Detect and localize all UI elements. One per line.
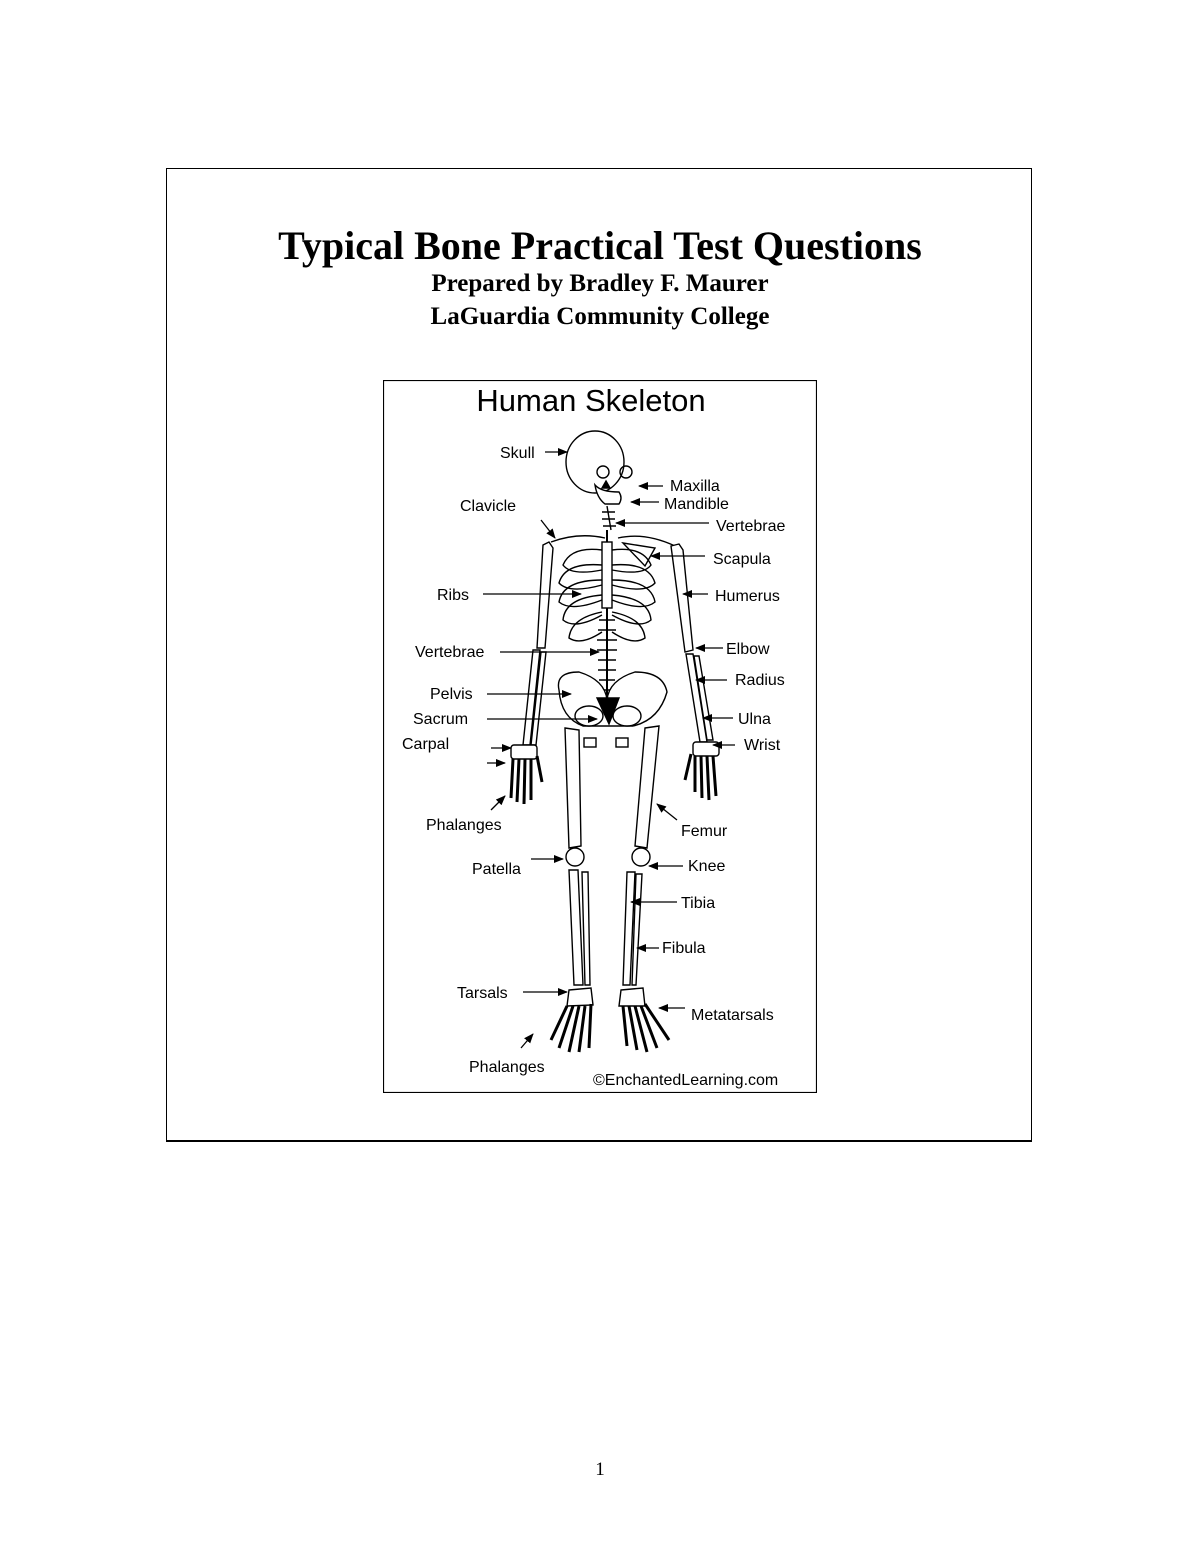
label-sacrum: Sacrum bbox=[413, 711, 469, 728]
label-tarsals: Tarsals bbox=[457, 985, 508, 1002]
page-number: 1 bbox=[595, 1459, 605, 1480]
institution-line: LaGuardia Community College bbox=[430, 303, 770, 330]
label-carpal: Carpal bbox=[402, 736, 450, 753]
label-femur: Femur bbox=[681, 823, 728, 840]
label-knee: Knee bbox=[688, 858, 726, 875]
label-vertebrae-upper: Vertebrae bbox=[716, 518, 786, 535]
label-fibula: Fibula bbox=[662, 940, 706, 957]
label-metatarsals: Metatarsals bbox=[691, 1007, 774, 1024]
document-title: Typical Bone Practical Test Questions bbox=[278, 223, 922, 268]
label-vertebrae-lower: Vertebrae bbox=[415, 644, 485, 661]
label-ribs: Ribs bbox=[437, 587, 470, 604]
figure-title: Human Skeleton bbox=[476, 383, 706, 418]
label-tibia: Tibia bbox=[681, 895, 716, 912]
label-pelvis: Pelvis bbox=[430, 686, 473, 703]
label-ulna: Ulna bbox=[738, 711, 771, 728]
label-humerus: Humerus bbox=[715, 588, 780, 605]
label-phalanges-foot: Phalanges bbox=[469, 1059, 545, 1076]
label-phalanges-hand: Phalanges bbox=[426, 817, 502, 834]
label-radius: Radius bbox=[735, 672, 785, 689]
label-clavicle: Clavicle bbox=[460, 498, 517, 515]
label-skull: Skull bbox=[500, 445, 535, 462]
label-mandible: Mandible bbox=[664, 496, 729, 513]
figure-credit: ©EnchantedLearning.com bbox=[593, 1072, 779, 1089]
label-scapula: Scapula bbox=[713, 551, 771, 568]
label-maxilla: Maxilla bbox=[670, 478, 720, 495]
label-patella: Patella bbox=[472, 861, 521, 878]
label-elbow: Elbow bbox=[726, 641, 770, 658]
skeleton-figure bbox=[383, 380, 817, 1093]
label-wrist: Wrist bbox=[744, 737, 781, 754]
author-line: Prepared by Bradley F. Maurer bbox=[431, 270, 769, 297]
